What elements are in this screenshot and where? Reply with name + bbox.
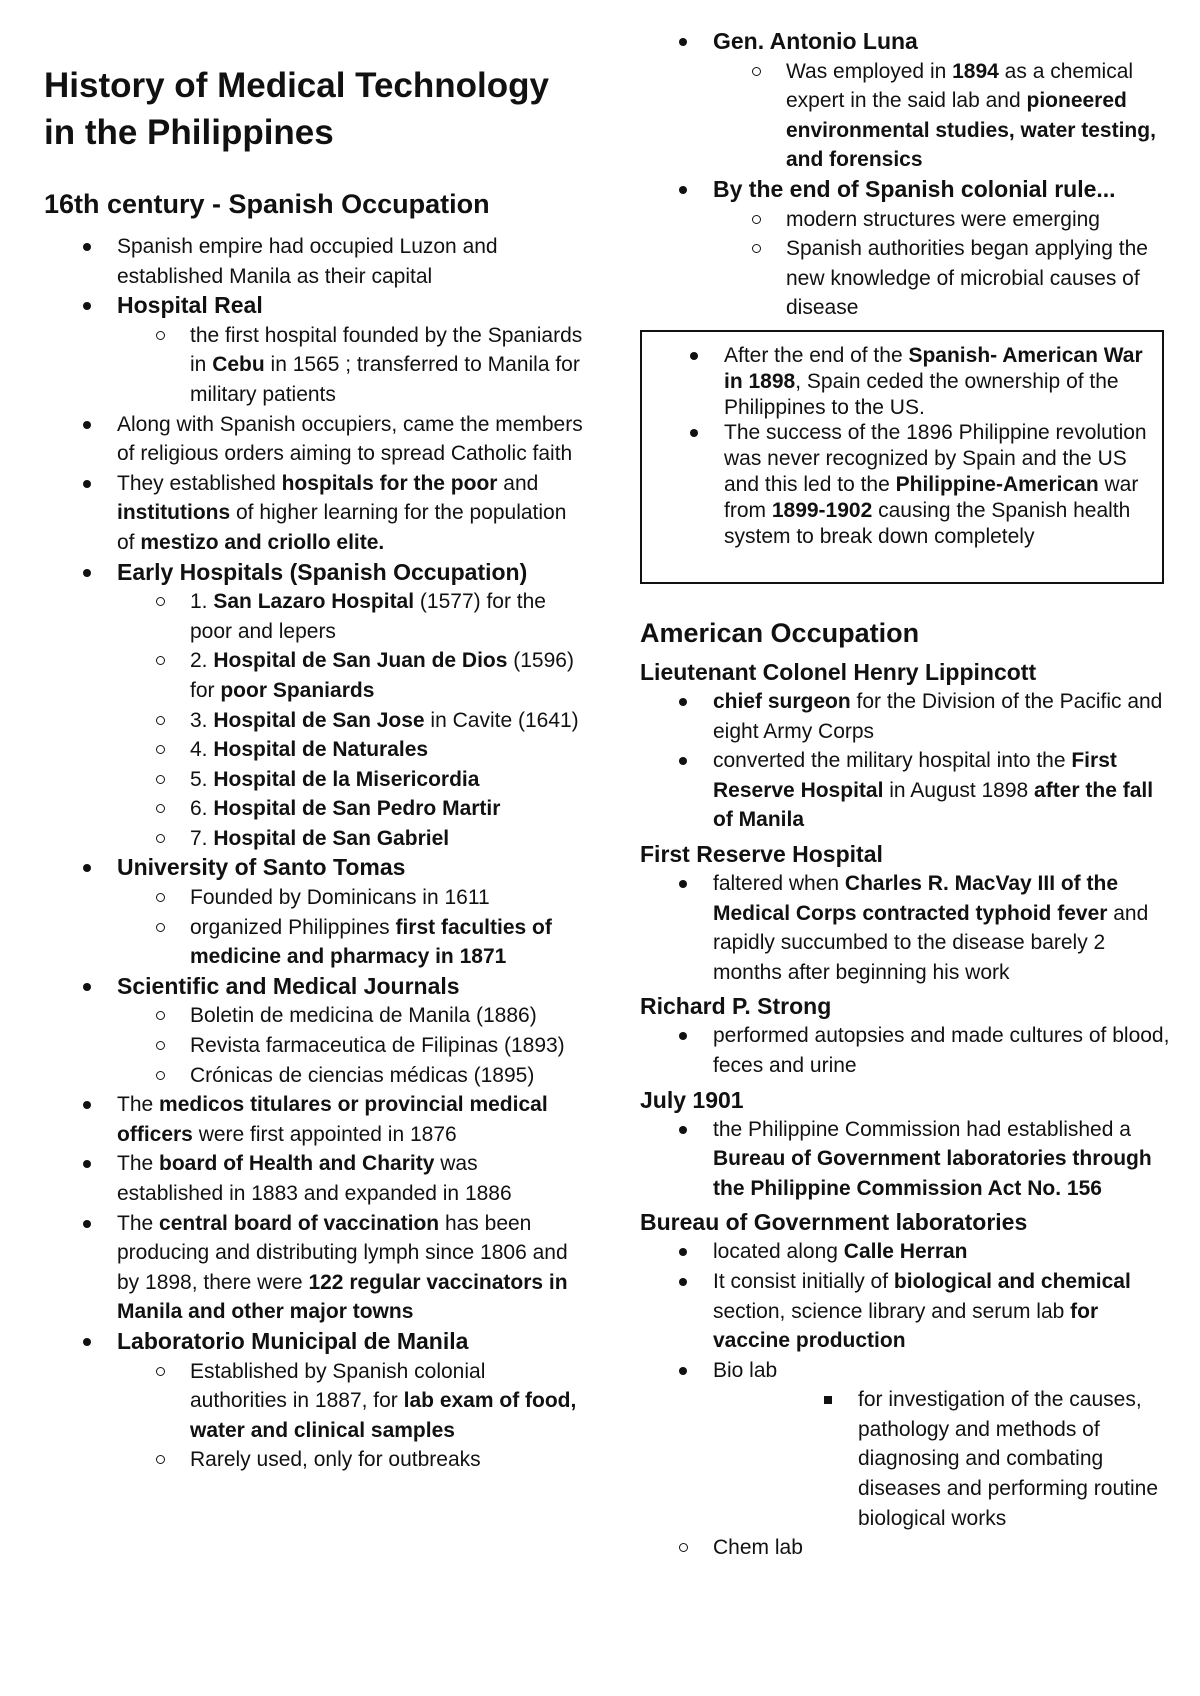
list-item: performed autopsies and made cultures of blood, feces and urine	[640, 1021, 1172, 1080]
sub-list-item: Spanish authorities began applying the new knowledge of microbial causes of disease	[713, 234, 1172, 323]
list-item: Along with Spanish occupiers, came the members of religious orders aiming to spread Catholic faith	[44, 410, 584, 469]
sub-list-item: 4. Hospital de Naturales	[117, 735, 584, 765]
boxed-note	[640, 330, 1164, 584]
list-item: Scientific and Medical Journals Boletin de medicina de Manila (1886) Revista farmaceutica de Filipinas (1893) Crónicas de ciencias médicas (1895)	[44, 972, 584, 1090]
list-item: The central board of vaccination has been producing and distributing lymph since 1806 and by 1898, there were 122 regular vaccinators in Manila and other major towns	[44, 1209, 584, 1327]
sub-heading: First Reserve Hospital	[640, 840, 883, 867]
american-occupation-section	[640, 617, 1172, 1563]
list-item: They established hospitals for the poor and institutions of higher learning for the population of mestizo and criollo elite.	[44, 469, 584, 558]
sub-heading: Lieutenant Colonel Henry Lippincott	[640, 659, 1037, 685]
page-title: History of Medical Technology in the Philippines	[44, 66, 549, 152]
list-item: The medicos titulares or provincial medical officers were first appointed in 1876	[44, 1090, 584, 1149]
list-item: University of Santo Tomas Founded by Dominicans in 1611 organized Philippines first faculties of medicine and pharmacy in 1871	[44, 853, 584, 971]
list-item: Early Hospitals (Spanish Occupation) 1. San Lazaro Hospital (1577) for the poor and lepers 2. Hospital de San Juan de Dios (1596) for poor Spaniards 3. Hospital de San Jose in Cavite (1641) 4. Hospital de Naturales 5. Hospital de la Misericordia 6. Hospital de San Pedro Martir 7. Hospital de San Gabriel	[44, 558, 584, 854]
sub-list-item: modern structures were emerging	[713, 205, 1172, 235]
sub-list-item: the first hospital founded by the Spaniards in Cebu in 1565 ; transferred to Manila for military patients	[117, 321, 584, 410]
sub-heading: Richard P. Strong	[640, 993, 832, 1020]
sub-sub-list-item: for investigation of the causes, pathology and methods of diagnosing and combating diseases and performing routine biological works	[785, 1385, 1172, 1533]
list-item: By the end of Spanish colonial rule... modern structures were emerging Spanish authorities began applying the new knowledge of microbial causes of disease	[640, 175, 1172, 323]
spanish-occupation-list	[44, 232, 584, 1475]
sub-list-item: Crónicas de ciencias médicas (1895)	[117, 1061, 584, 1091]
sub-list-item: 6. Hospital de San Pedro Martir	[117, 794, 584, 824]
sub-list-item: organized Philippines first faculties of medicine and pharmacy in 1871	[117, 913, 584, 972]
list-item: Spanish empire had occupied Luzon and established Manila as their capital	[44, 232, 584, 291]
sub-heading: July 1901	[640, 1086, 744, 1113]
sub-list-item: Revista farmaceutica de Filipinas (1893)	[117, 1031, 584, 1061]
list-item: Laboratorio Municipal de Manila Established by Spanish colonial authorities in 1887, for lab exam of food, water and clinical samples Rarely used, only for outbreaks	[44, 1327, 584, 1475]
sub-list-item: Was employed in 1894 as a chemical expert in the said lab and pioneered environmental studies, water testing, and forensics	[713, 57, 1172, 175]
sub-list-item: Founded by Dominicans in 1611	[117, 883, 584, 913]
sub-list-item: Established by Spanish colonial authorities in 1887, for lab exam of food, water and clinical samples	[117, 1357, 584, 1446]
list-item: After the end of the Spanish- American War in 1898, Spain ceded the ownership of the Philippines to the US.	[642, 343, 1162, 420]
sub-list-item: Rarely used, only for outbreaks	[117, 1445, 584, 1475]
sub-list-item: 3. Hospital de San Jose in Cavite (1641)	[117, 706, 584, 736]
sub-list-item: 5. Hospital de la Misericordia	[117, 765, 584, 795]
list-item: It consist initially of biological and chemical section, science library and serum lab for vaccine production	[640, 1267, 1172, 1356]
sub-list-item: 2. Hospital de San Juan de Dios (1596) for poor Spaniards	[117, 646, 584, 705]
sub-list-item: Chem lab	[640, 1533, 1172, 1563]
section-heading: American Occupation	[640, 618, 920, 648]
list-item: Gen. Antonio Luna Was employed in 1894 as a chemical expert in the said lab and pioneered environmental studies, water testing, and forensics	[640, 27, 1172, 175]
sub-list-item: 1. San Lazaro Hospital (1577) for the poor and lepers	[117, 587, 584, 646]
list-item: The success of the 1896 Philippine revolution was never recognized by Spain and the US and this led to the Philippine-American war from 1899-1902 causing the Spanish health system to break down completely	[642, 420, 1162, 549]
list-item: converted the military hospital into the First Reserve Hospital in August 1898 after the fall of Manila	[640, 746, 1172, 835]
sub-list-item: Boletin de medicina de Manila (1886)	[117, 1001, 584, 1031]
late-spanish-list	[640, 27, 1172, 323]
list-item: the Philippine Commission had established a Bureau of Government laboratories through the Philippine Commission Act No. 156	[640, 1115, 1172, 1204]
sub-heading: Bureau of Government laboratories	[640, 1209, 1028, 1236]
list-item: The board of Health and Charity was established in 1883 and expanded in 1886	[44, 1149, 584, 1208]
list-item: Hospital Real the first hospital founded by the Spaniards in Cebu in 1565 ; transferred to Manila for military patients	[44, 291, 584, 409]
list-item: faltered when Charles R. MacVay III of the Medical Corps contracted typhoid fever and rapidly succumbed to the disease barely 2 months after beginning his work	[640, 869, 1172, 987]
spanish-occupation-heading: 16th century - Spanish Occupation	[44, 189, 490, 219]
list-item: located along Calle Herran	[640, 1237, 1172, 1267]
list-item: Bio lab for investigation of the causes, pathology and methods of diagnosing and combating diseases and performing routine biological works Chem lab	[640, 1356, 1172, 1563]
list-item: chief surgeon for the Division of the Pacific and eight Army Corps	[640, 687, 1172, 746]
sub-list-item: 7. Hospital de San Gabriel	[117, 824, 584, 854]
